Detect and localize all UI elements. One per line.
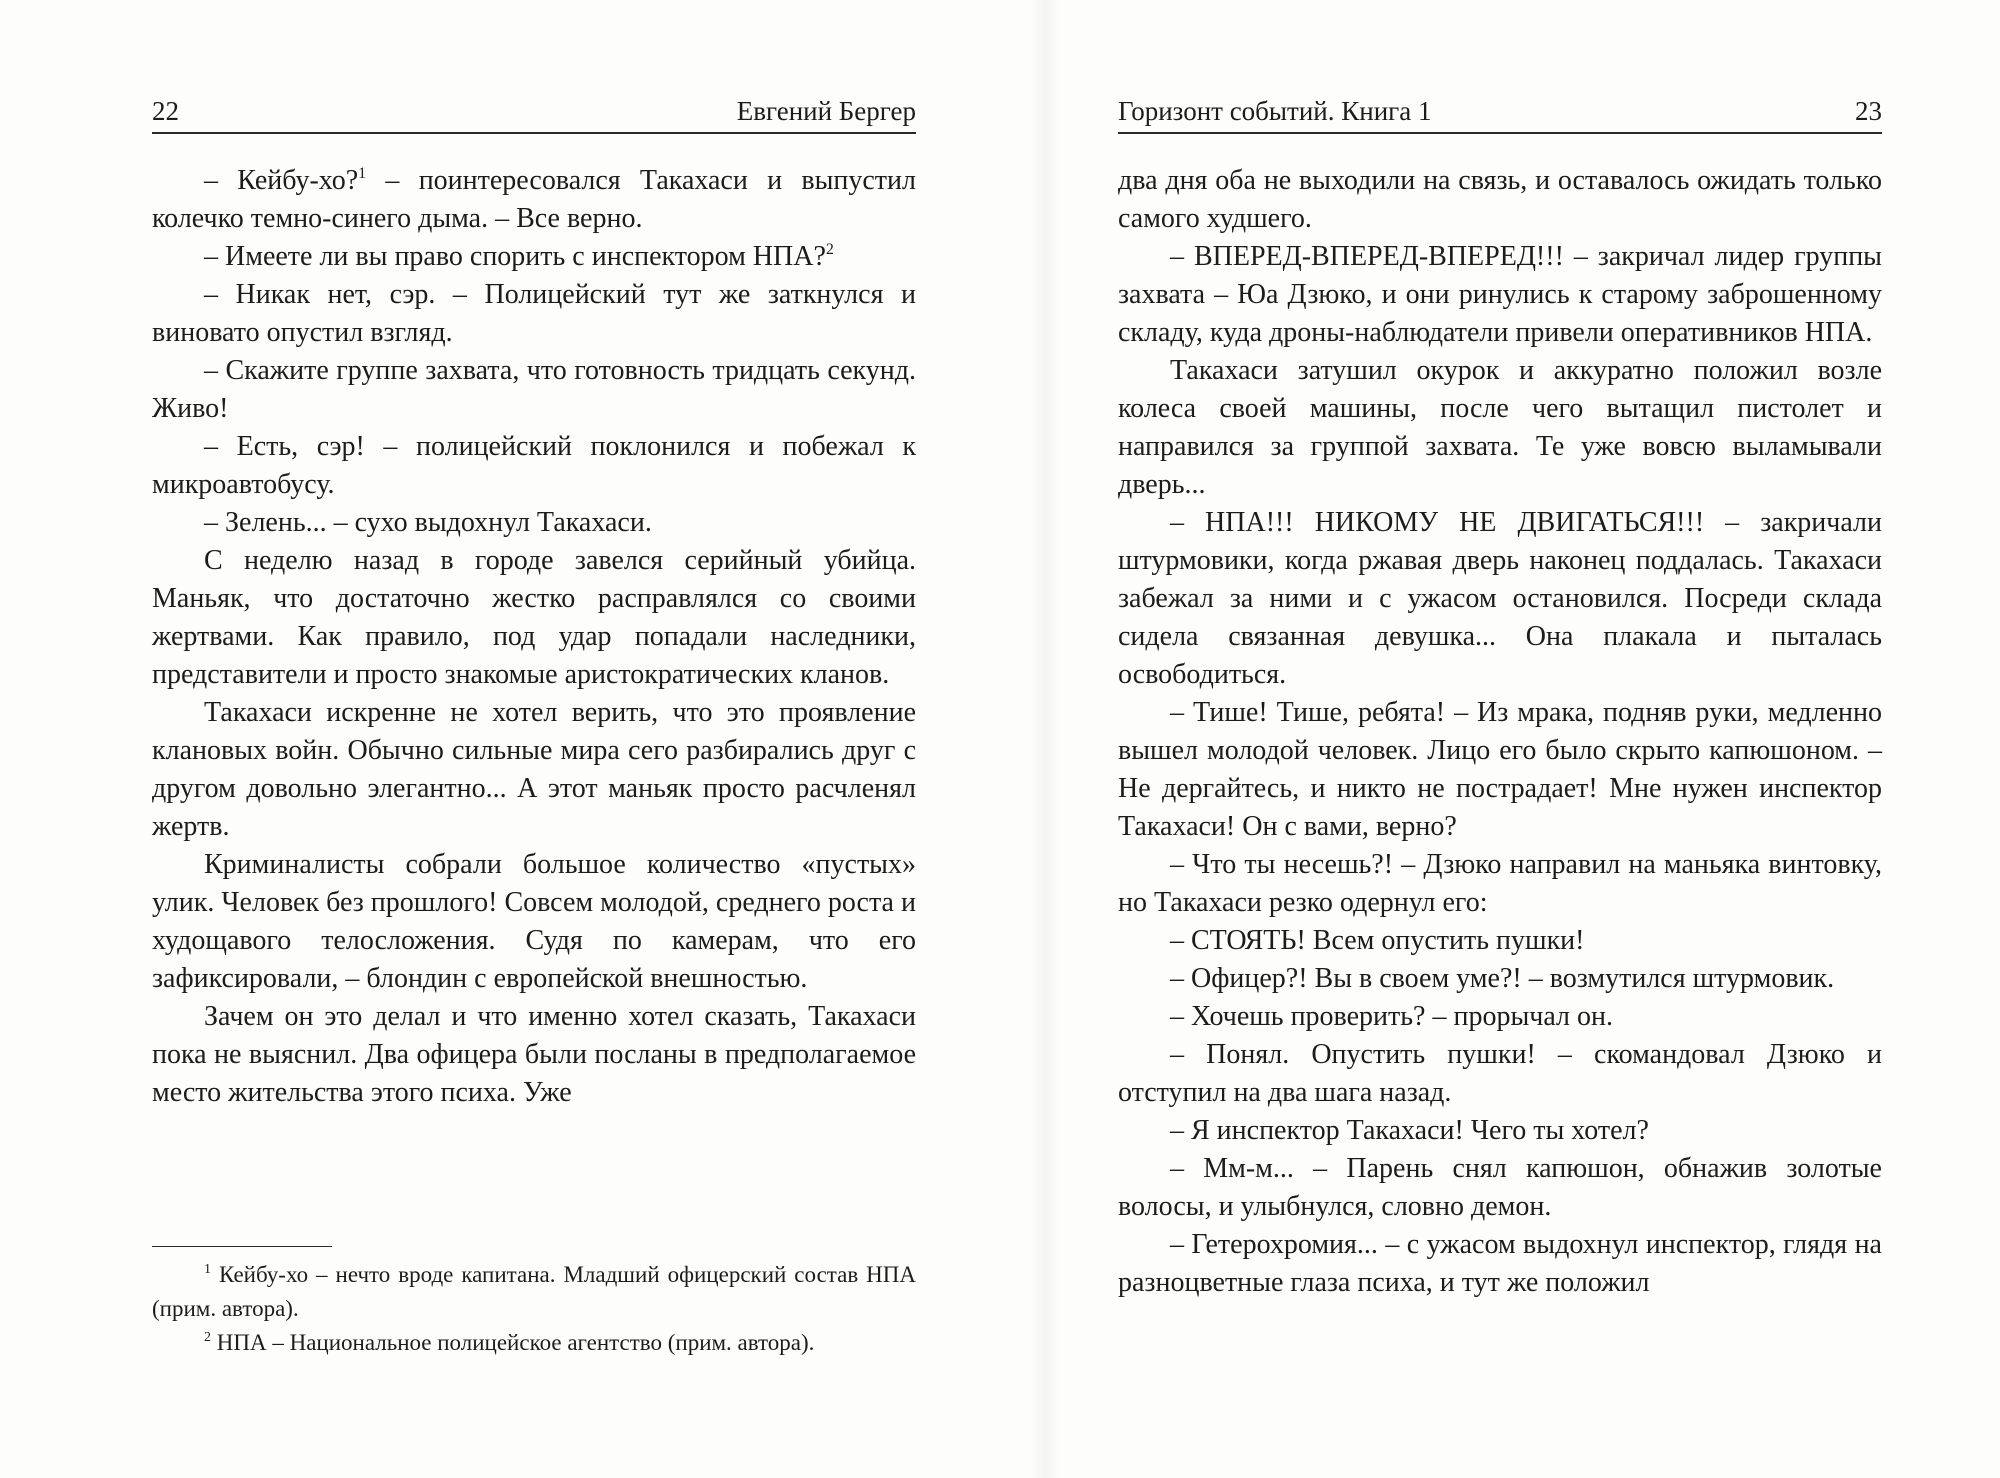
paragraph: – ВПЕРЕД-ВПЕРЕД-ВПЕРЕД!!! – закричал лидер группы захвата – Юа Дзюко, и они ринулись к старому заброшенному складу, куда дроны-наблюдатели привели оперативников НПА. <box>1118 241 1882 348</box>
footnote-ref: 1 <box>358 165 367 182</box>
footnotes <box>152 1258 916 1360</box>
right-page-number: 23 <box>1855 96 1882 126</box>
paragraph: – Гетерохромия... – с ужасом выдохнул инспектор, глядя на разноцветные глаза психа, и тут же положил <box>1118 1229 1882 1298</box>
footnote-divider <box>152 1246 332 1247</box>
right-body-text <box>1118 162 1882 1302</box>
left-running-title: Евгений Бергер <box>736 96 916 126</box>
left-running-head <box>152 96 916 134</box>
paragraph: – Никак нет, сэр. – Полицейский тут же заткнулся и виновато опустил взгляд. <box>152 279 916 348</box>
paragraph: – Имеете ли вы право спорить с инспектором НПА?$^2$ <box>204 241 834 272</box>
paragraph: – Офицер?! Вы в своем уме?! – возмутился штурмовик. <box>1170 963 1835 994</box>
paragraph: два дня оба не выходили на связь, и оставалось ожидать только самого худшего. <box>1118 165 1882 234</box>
footnote-mark: 2 <box>204 1330 211 1345</box>
left-body-text <box>152 162 916 1112</box>
footnote-ref: 2 <box>825 241 834 258</box>
footnote-mark: 1 <box>204 1262 211 1277</box>
left-page <box>152 0 916 1478</box>
paragraph: – Кейбу-хо?$^1$ – поинтересовался Такахаси и выпустил колечко темно-синего дыма. – Все верно. <box>152 165 916 234</box>
paragraph: – Зелень... – сухо выдохнул Такахаси. <box>204 507 652 538</box>
paragraph: – Что ты несешь?! – Дзюко направил на маньяка винтовку, но Такахаси резко одернул его: <box>1118 849 1882 918</box>
book-gutter <box>1030 0 1060 1478</box>
paragraph: Криминалисты собрали большое количество «пустых» улик. Человек без прошлого! Совсем молодой, среднего роста и худощавого телосложения. Судя по камерам, что его зафиксировали, – блондин с европейской внешностью. <box>152 849 916 994</box>
paragraph: – Есть, сэр! – полицейский поклонился и побежал к микроавтобусу. <box>152 431 916 500</box>
right-page <box>1118 0 1882 1478</box>
paragraph: – СТОЯТЬ! Всем опустить пушки! <box>1170 925 1585 956</box>
paragraph: – Тише! Тише, ребята! – Из мрака, подняв руки, медленно вышел молодой человек. Лицо его было скрыто капюшоном. – Не дергайтесь, и никто не пострадает! Мне нужен инспектор Такахаси! Он с вами, верно? <box>1118 697 1882 842</box>
paragraph: – НПА!!! НИКОМУ НЕ ДВИГАТЬСЯ!!! – закричали штурмовики, когда ржавая дверь наконец поддалась. Такахаси забежал за ними и с ужасом остановился. Посреди склада сидела связанная девушка... Она плакала и пыталась освободиться. <box>1118 507 1882 690</box>
paragraph: – Скажите группе захвата, что готовность тридцать секунд. Живо! <box>152 355 916 424</box>
paragraph: – Я инспектор Такахаси! Чего ты хотел? <box>1170 1115 1649 1146</box>
paragraph: Зачем он это делал и что именно хотел сказать, Такахаси пока не выяснил. Два офицера были посланы в предполагаемое место жительства этого психа. Уже <box>152 1001 916 1108</box>
paragraph: Такахаси затушил окурок и аккуратно положил возле колеса своей машины, после чего вытащил пистолет и направился за группой захвата. Те уже вовсю выламывали дверь... <box>1118 355 1882 500</box>
paragraph: – Понял. Опустить пушки! – скомандовал Дзюко и отступил на два шага назад. <box>1118 1039 1882 1108</box>
footnote: $^1$ Кейбу-хо – нечто вроде капитана. Младший офицерский состав НПА (прим. автора). <box>152 1262 916 1321</box>
paragraph: – Мм-м... – Парень снял капюшон, обнажив золотые волосы, и улыбнулся, словно демон. <box>1118 1153 1882 1222</box>
paragraph: Такахаси искренне не хотел верить, что это проявление клановых войн. Обычно сильные мира сего разбирались друг с другом довольно элегантно... А этот маньяк просто расчленял жертв. <box>152 697 916 842</box>
paragraph: – Хочешь проверить? – прорычал он. <box>1170 1001 1613 1032</box>
left-page-number: 22 <box>152 96 179 126</box>
footnote: $^2$ НПА – Национальное полицейское агентство (прим. автора). <box>204 1330 815 1355</box>
right-running-title: Горизонт событий. Книга 1 <box>1118 96 1432 126</box>
paragraph: С неделю назад в городе завелся серийный убийца. Маньяк, что достаточно жестко расправлялся со своими жертвами. Как правило, под удар попадали наследники, представители и просто знакомые аристократических кланов. <box>152 545 916 690</box>
right-running-head <box>1118 96 1882 134</box>
